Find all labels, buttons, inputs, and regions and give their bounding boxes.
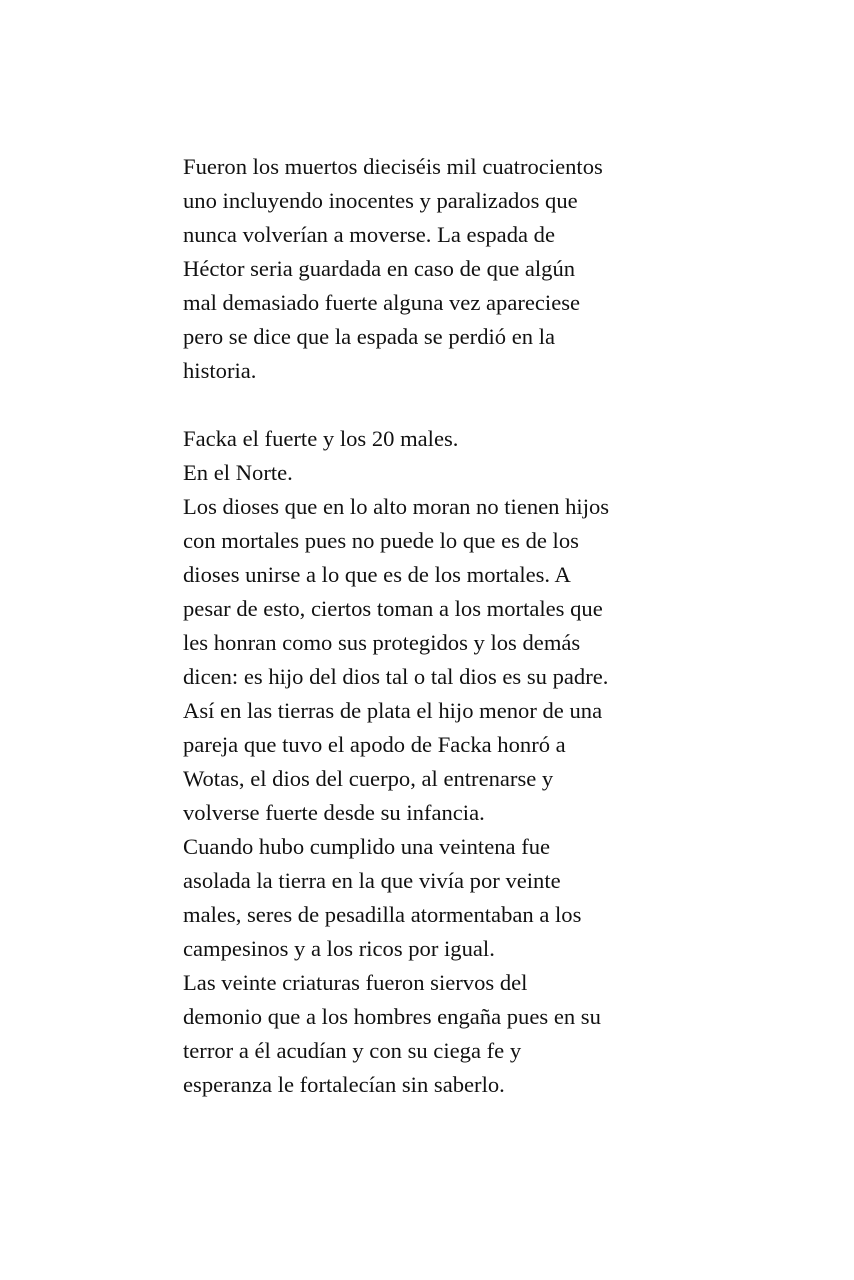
text-line: Héctor seria guardada en caso de que algún	[183, 256, 576, 281]
document-text	[183, 150, 683, 1102]
text-line: Fueron los muertos dieciséis mil cuatrocientos	[183, 154, 603, 179]
text-line: Así en las tierras de plata el hijo menor de una	[183, 698, 603, 723]
paragraph-3	[183, 830, 683, 966]
text-line: esperanza le fortalecían sin saberlo.	[183, 1072, 505, 1097]
text-line: nunca volverían a moverse. La espada de	[183, 222, 556, 247]
text-line: terror a él acudían y con su ciega fe y	[183, 1038, 522, 1063]
text-line: asolada la tierra en la que vivía por veinte	[183, 868, 561, 893]
text-line: con mortales pues no puede lo que es de los	[183, 528, 579, 553]
section-title: Facka el fuerte y los 20 males.	[183, 426, 459, 451]
text-line: uno incluyendo inocentes y paralizados que	[183, 188, 578, 213]
text-line: pero se dice que la espada se perdió en la	[183, 324, 556, 349]
paragraph-2	[183, 490, 683, 830]
text-line: pesar de esto, ciertos toman a los mortales que	[183, 596, 603, 621]
text-line: dicen: es hijo del dios tal o tal dios es su padre.	[183, 664, 609, 689]
section-subtitle: En el Norte.	[183, 460, 293, 485]
text-line: dioses unirse a lo que es de los mortales. A	[183, 562, 571, 587]
paragraph-4	[183, 966, 683, 1102]
text-line: Los dioses que en lo alto moran no tienen hijos	[183, 494, 610, 519]
paragraph-1	[183, 150, 683, 388]
text-line: Wotas, el dios del cuerpo, al entrenarse y	[183, 766, 554, 791]
text-line: les honran como sus protegidos y los demás	[183, 630, 581, 655]
text-line: pareja que tuvo el apodo de Facka honró a	[183, 732, 566, 757]
text-line: mal demasiado fuerte alguna vez apareciese	[183, 290, 581, 315]
text-line: historia.	[183, 358, 257, 383]
text-line: campesinos y a los ricos por igual.	[183, 936, 495, 961]
text-line: demonio que a los hombres engaña pues en su	[183, 1004, 601, 1029]
text-line: volverse fuerte desde su infancia.	[183, 800, 485, 825]
text-line: Cuando hubo cumplido una veintena fue	[183, 834, 551, 859]
paragraph-spacer	[183, 388, 683, 422]
text-line: Las veinte criaturas fueron siervos del	[183, 970, 528, 995]
text-line: males, seres de pesadilla atormentaban a los	[183, 902, 582, 927]
